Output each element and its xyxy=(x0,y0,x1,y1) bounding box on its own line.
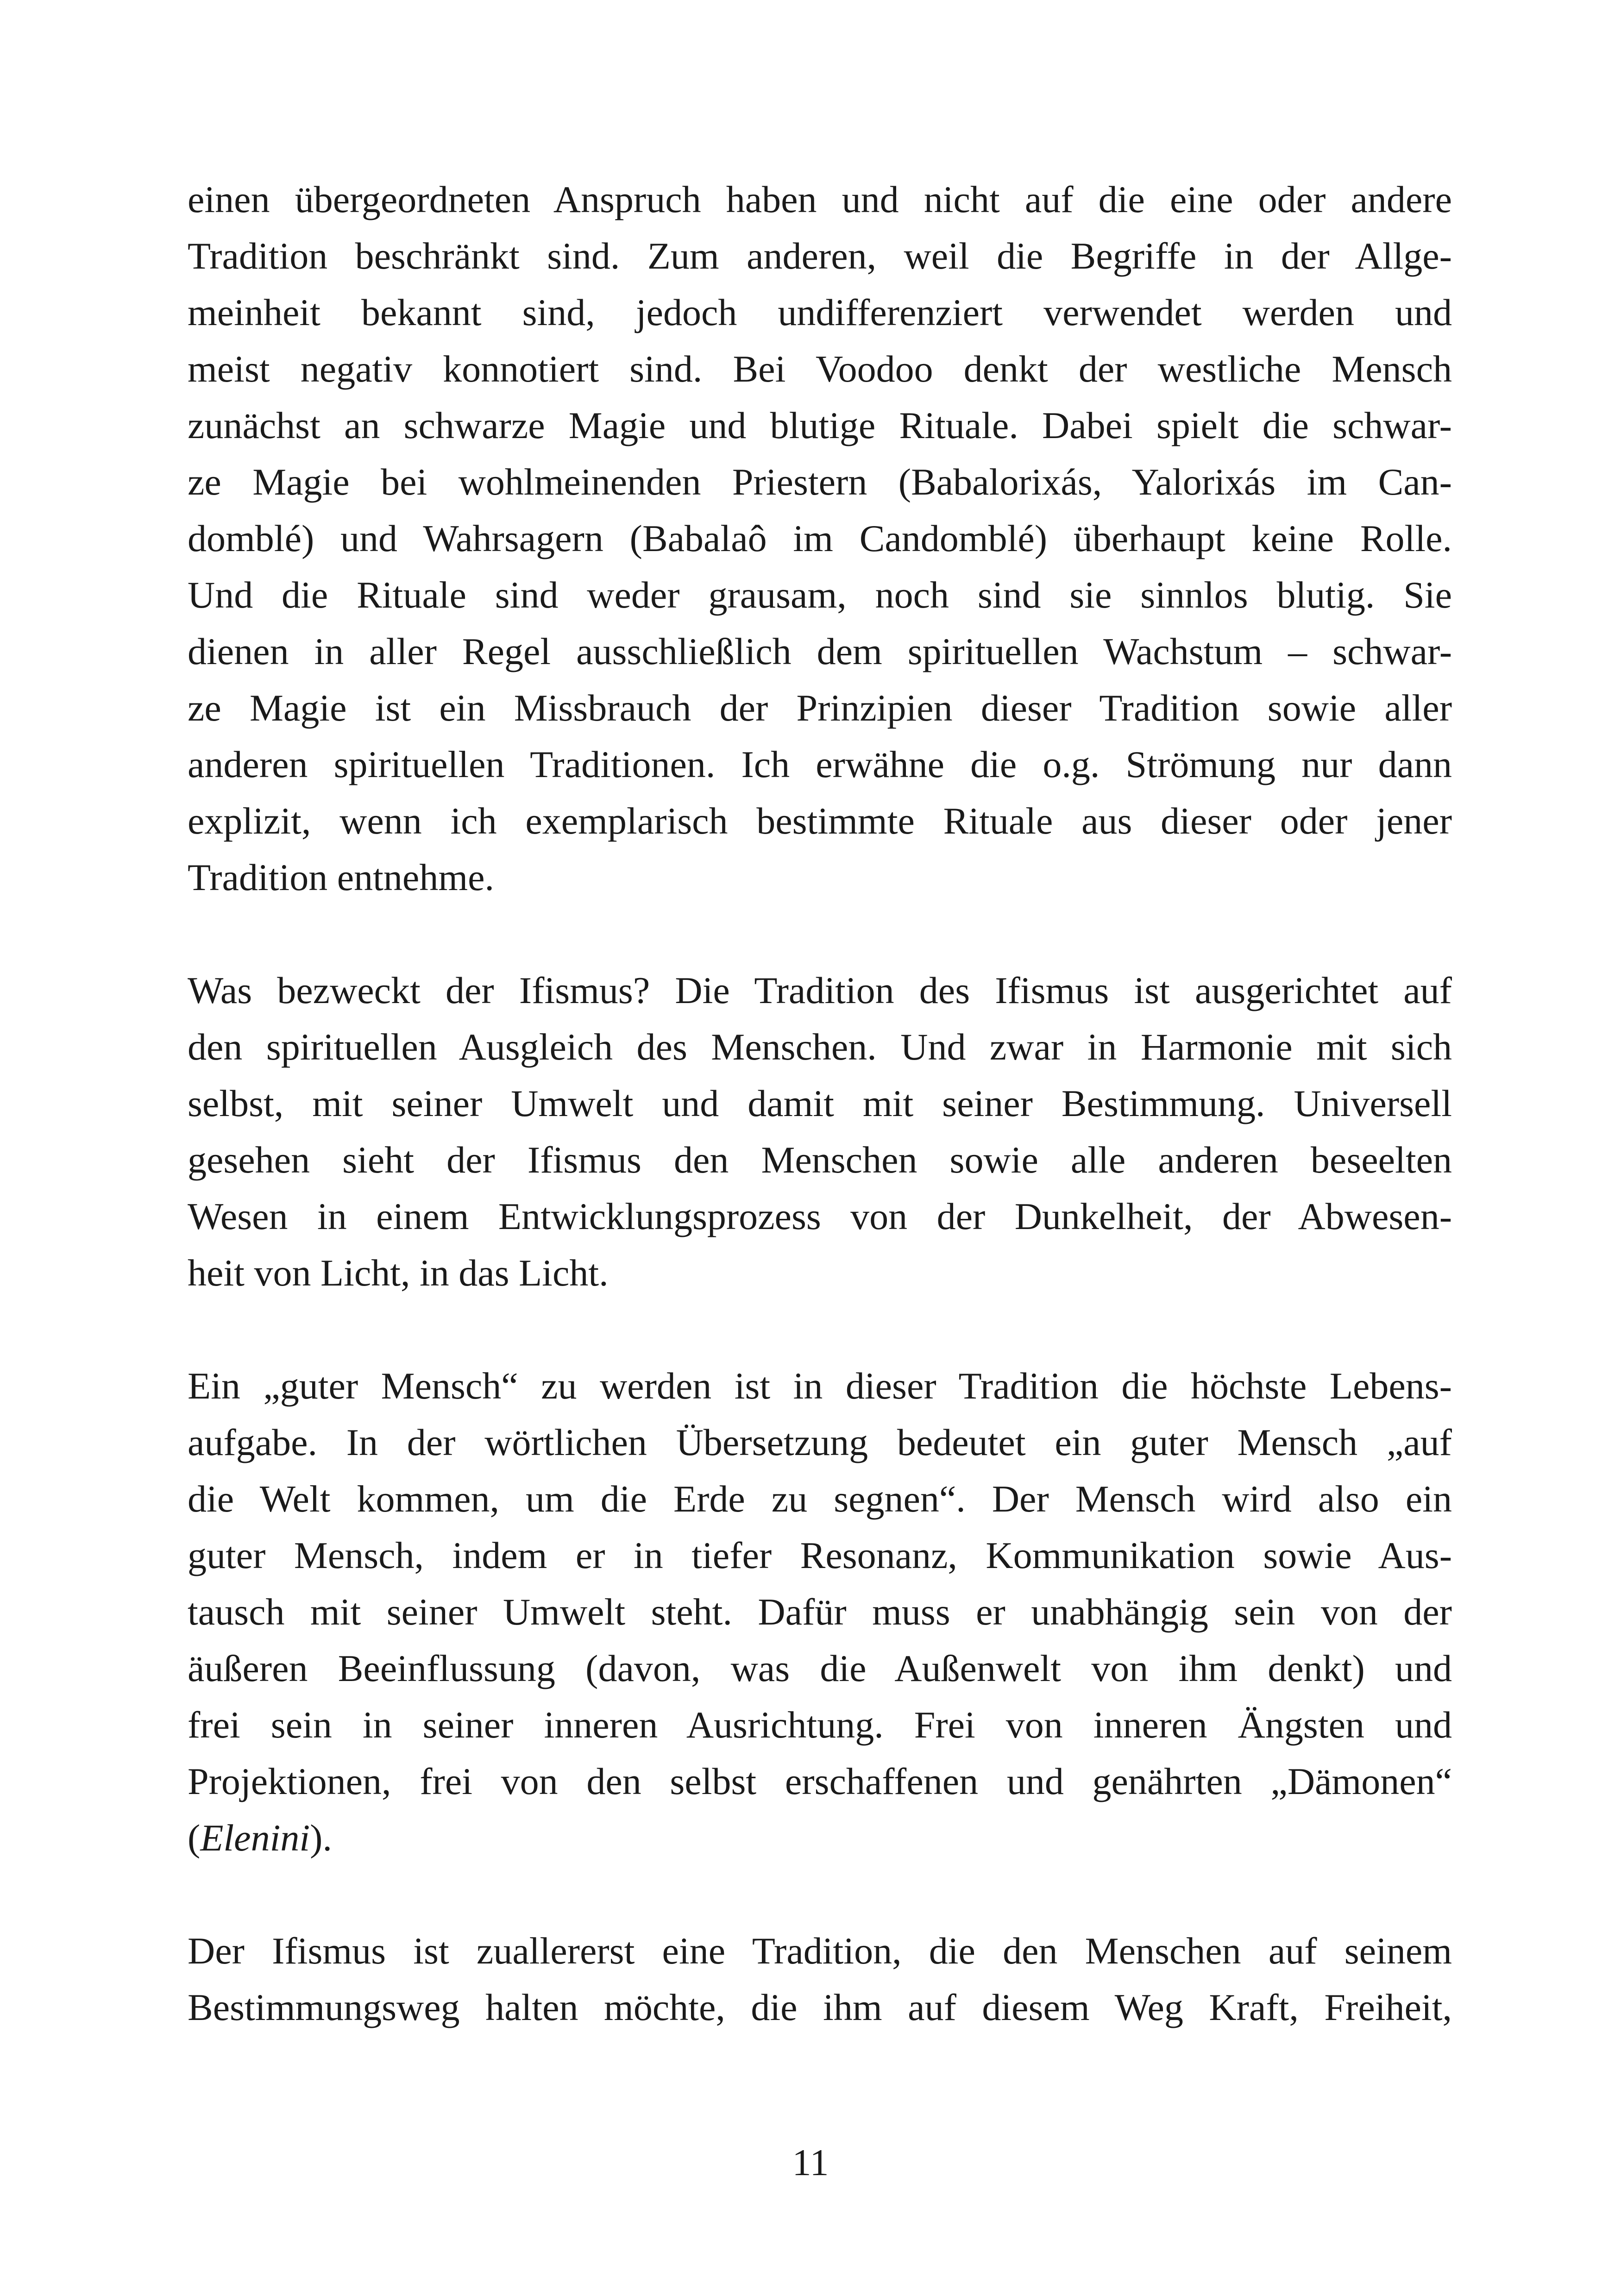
text-line: Projektionen, frei von den selbst erschaffenen und genährten „Dämonen“ xyxy=(188,1760,1452,1802)
paragraph-4 xyxy=(188,1923,1452,2036)
text-line: guter Mensch, indem er in tiefer Resonanz, Kommunikation sowie Aus- xyxy=(188,1534,1452,1576)
page-body xyxy=(188,171,1452,2092)
text-line: die Welt kommen, um die Erde zu segnen“. Der Mensch wird also ein xyxy=(188,1478,1452,1520)
text-line: aufgabe. In der wörtlichen Übersetzung bedeutet ein guter Mensch „auf xyxy=(188,1421,1452,1463)
text-line: meinheit bekannt sind, jedoch undifferenziert verwendet werden und xyxy=(188,291,1452,333)
text-line: tausch mit seiner Umwelt steht. Dafür muss er unabhängig sein von der xyxy=(188,1591,1452,1633)
text-line: heit von Licht, in das Licht. xyxy=(188,1252,609,1294)
text-line: Der Ifismus ist zuallererst eine Tradition, die den Menschen auf seinem xyxy=(188,1930,1452,1972)
paragraph-3 xyxy=(188,1358,1452,1866)
text-line: frei sein in seiner inneren Ausrichtung. Frei von inneren Ängsten und xyxy=(188,1704,1452,1746)
text-line: dienen in aller Regel ausschließlich dem spirituellen Wachstum – schwar- xyxy=(188,630,1452,672)
text-line: meist negativ konnotiert sind. Bei Voodoo denkt der westliche Mensch xyxy=(188,348,1452,390)
text-line: den spirituellen Ausgleich des Menschen. Und zwar in Harmonie mit sich xyxy=(188,1026,1452,1068)
text-line-final xyxy=(188,1810,1452,1866)
text-line: anderen spirituellen Traditionen. Ich erwähne die o.g. Strömung nur dann xyxy=(188,743,1452,785)
text-line: einen übergeordneten Anspruch haben und nicht auf die eine oder andere xyxy=(188,178,1452,220)
text-line: explizit, wenn ich exemplarisch bestimmte Rituale aus dieser oder jener xyxy=(188,800,1452,842)
text-line: ze Magie bei wohlmeinenden Priestern (Babalorixás, Yalorixás im Can- xyxy=(188,461,1452,503)
paren-close: ). xyxy=(310,1817,332,1859)
text-line: Ein „guter Mensch“ zu werden ist in dieser Tradition die höchste Lebens- xyxy=(188,1365,1452,1407)
paragraph-2 xyxy=(188,962,1452,1301)
text-line: äußeren Beeinflussung (davon, was die Außenwelt von ihm denkt) und xyxy=(188,1647,1452,1689)
text-line: Tradition entnehme. xyxy=(188,856,495,898)
paren-open: ( xyxy=(188,1817,201,1859)
text-line: Bestimmungsweg halten möchte, die ihm auf diesem Weg Kraft, Freiheit, xyxy=(188,1986,1452,2028)
text-line: gesehen sieht der Ifismus den Menschen sowie alle anderen beseelten xyxy=(188,1139,1452,1181)
text-line: ze Magie ist ein Missbrauch der Prinzipien dieser Tradition sowie aller xyxy=(188,687,1452,729)
text-line: Wesen in einem Entwicklungsprozess von der Dunkelheit, der Abwesen- xyxy=(188,1195,1452,1237)
italic-term: Elenini xyxy=(200,1817,310,1859)
text-line: domblé) und Wahrsagern (Babalaô im Candomblé) überhaupt keine Rolle. xyxy=(188,517,1452,559)
text-line: Was bezweckt der Ifismus? Die Tradition des Ifismus ist ausgerichtet auf xyxy=(188,969,1452,1011)
text-line: zunächst an schwarze Magie und blutige Rituale. Dabei spielt die schwar- xyxy=(188,404,1452,446)
text-line: Und die Rituale sind weder grausam, noch sind sie sinnlos blutig. Sie xyxy=(188,574,1452,616)
text-line: Tradition beschränkt sind. Zum anderen, weil die Begriffe in der Allge- xyxy=(188,235,1452,277)
page-number: 11 xyxy=(792,2141,829,2183)
text-line: selbst, mit seiner Umwelt und damit mit seiner Bestimmung. Universell xyxy=(188,1082,1452,1124)
paragraph-1 xyxy=(188,171,1452,906)
